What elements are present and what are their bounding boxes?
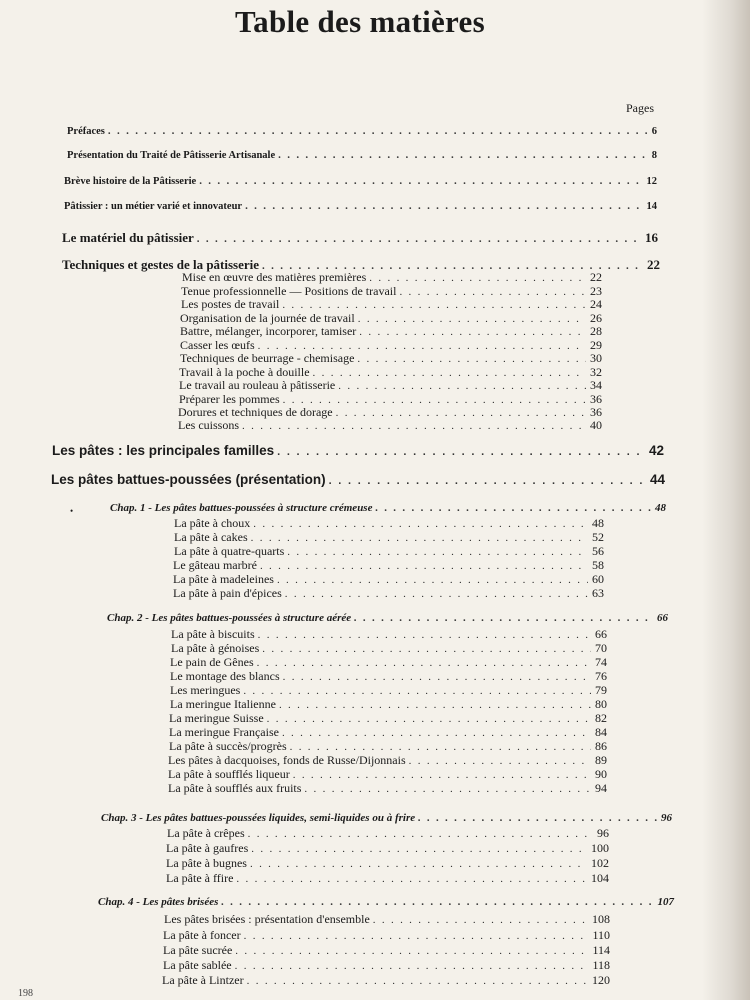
toc-entry-label: La pâte à bugnes <box>166 856 247 870</box>
toc-entry-label: Techniques de beurrage - chemisage <box>180 351 355 365</box>
leader-dots <box>244 931 589 942</box>
toc-entry-techniques[interactable] <box>62 257 660 271</box>
leader-dots <box>278 150 648 161</box>
toc-entry-label: Le matériel du pâtissier <box>62 230 194 245</box>
toc-entry-page: 84 <box>595 725 607 739</box>
toc-chapter-1[interactable] <box>110 502 666 516</box>
leader-dots <box>262 644 591 655</box>
toc-entry-page: 22 <box>647 257 660 272</box>
leader-dots <box>338 381 586 392</box>
toc-entry-label: Le gâteau marbré <box>173 558 257 572</box>
toc-subentry[interactable] <box>166 856 609 870</box>
leader-dots <box>354 613 653 624</box>
toc-subentry[interactable] <box>162 973 610 987</box>
toc-subentry[interactable] <box>179 392 602 406</box>
leader-dots <box>257 658 591 669</box>
toc-subentry[interactable] <box>173 558 604 572</box>
toc-subentry[interactable] <box>174 530 604 544</box>
leader-dots <box>277 575 588 586</box>
leader-dots <box>199 176 642 187</box>
toc-entry-label: La pâte à gaufres <box>166 841 249 855</box>
toc-subentry[interactable] <box>171 627 607 641</box>
toc-entry-label: La pâte à choux <box>174 516 251 530</box>
leader-dots <box>304 784 591 795</box>
toc-entry-page: 90 <box>595 767 607 781</box>
toc-entry-page: 36 <box>590 405 602 419</box>
toc-entry-histoire[interactable] <box>64 176 657 190</box>
toc-entry-label: Pâtissier : un métier varié et innovateur <box>64 201 243 212</box>
leader-dots <box>357 354 586 365</box>
leader-dots <box>287 547 588 558</box>
toc-subentry[interactable] <box>178 405 602 419</box>
toc-entry-page: 70 <box>595 641 607 655</box>
toc-subentry[interactable] <box>170 683 607 697</box>
toc-entry-prefaces[interactable] <box>67 126 657 140</box>
leader-dots <box>267 714 591 725</box>
pages-column-header: Pages <box>626 101 654 115</box>
toc-entry-page: 30 <box>590 351 602 365</box>
toc-entry-label: La meringue Suisse <box>169 711 264 725</box>
leader-dots <box>197 234 641 245</box>
toc-subentry[interactable] <box>179 365 602 379</box>
toc-subentry[interactable] <box>167 826 609 840</box>
toc-subentry[interactable] <box>169 711 607 725</box>
leader-dots <box>260 561 588 572</box>
toc-subentry[interactable] <box>178 418 602 432</box>
leader-dots <box>235 961 589 972</box>
toc-entry-label: La pâte à ffire <box>166 871 234 885</box>
toc-entry-label: La pâte à foncer <box>163 928 241 942</box>
toc-entry-label: La pâte à quatre-quarts <box>174 544 285 558</box>
toc-entry-label: Présentation du Traité de Pâtisserie Artisanale <box>67 150 276 161</box>
toc-entry-page: 56 <box>592 544 604 558</box>
toc-subentry[interactable] <box>166 871 609 885</box>
leader-dots <box>277 447 645 458</box>
toc-entry-page: 96 <box>597 826 609 840</box>
toc-entry-page: 6 <box>651 126 657 137</box>
toc-subentry[interactable] <box>168 753 607 767</box>
toc-subentry[interactable] <box>174 516 604 530</box>
leader-dots <box>250 859 587 870</box>
toc-entry-page: 76 <box>595 669 607 683</box>
toc-entry-label: Brève histoire de la Pâtisserie <box>64 176 197 187</box>
toc-subentry[interactable] <box>180 338 602 352</box>
leader-dots <box>359 327 586 338</box>
toc-entry-label: La pâte à Lintzer <box>162 973 244 987</box>
toc-entry-page: 104 <box>591 871 609 885</box>
toc-chapter-page: 66 <box>657 612 668 624</box>
leader-dots <box>290 742 591 753</box>
toc-entry-label: Battre, mélanger, incorporer, tamiser <box>180 324 357 338</box>
toc-entry-label: La pâte à cakes <box>174 530 248 544</box>
toc-entry-page: 28 <box>590 324 602 338</box>
leader-dots <box>235 946 588 957</box>
toc-entry-label: La meringue Italienne <box>170 697 276 711</box>
toc-entry-label: Mise en œuvre des matières premières <box>182 270 367 284</box>
toc-entry-page: 44 <box>649 472 665 487</box>
toc-chapter-3[interactable] <box>101 812 672 826</box>
toc-subentry[interactable] <box>169 739 607 753</box>
toc-entry-label: Les pâtes brisées : présentation d'ensemble <box>164 912 370 926</box>
toc-entry-page: 29 <box>590 338 602 352</box>
leader-dots <box>369 273 586 284</box>
leader-dots <box>418 813 657 824</box>
toc-entry-label: La pâte à soufflés aux fruits <box>168 781 302 795</box>
toc-entry-materiel[interactable] <box>62 230 658 244</box>
toc-entry-page: 102 <box>591 856 609 870</box>
toc-entry-page: 42 <box>648 443 664 458</box>
toc-entry-page: 60 <box>592 572 604 586</box>
leader-dots <box>243 686 591 697</box>
toc-entry-label: La pâte à crêpes <box>167 826 245 840</box>
leader-dots <box>409 756 591 767</box>
toc-entry-page: 8 <box>651 150 657 161</box>
toc-entry-label: Casser les œufs <box>180 338 255 352</box>
leader-dots <box>258 630 591 641</box>
toc-subentry[interactable] <box>174 544 604 558</box>
leader-dots <box>245 201 642 212</box>
toc-entry-label: Préfaces <box>67 126 105 137</box>
toc-entry-page: 100 <box>591 841 609 855</box>
toc-entry-page: 120 <box>592 973 610 987</box>
toc-entry-page: 79 <box>595 683 607 697</box>
toc-subentry[interactable] <box>166 841 609 855</box>
toc-entry-page: 22 <box>590 270 602 284</box>
leader-dots <box>282 300 586 311</box>
toc-entry-label: La pâte sucrée <box>163 943 233 957</box>
toc-entry-label: La pâte à génoises <box>171 641 260 655</box>
toc-entry-page: 94 <box>595 781 607 795</box>
leader-dots <box>242 421 586 432</box>
toc-subentry[interactable] <box>163 943 610 957</box>
toc-entry-label: La pâte à soufflés liqueur <box>168 767 290 781</box>
toc-entry-label: Organisation de la journée de travail <box>180 311 355 325</box>
toc-entry-label: La pâte à pain d'épices <box>173 586 282 600</box>
toc-subentry[interactable] <box>173 586 604 600</box>
toc-entry-label: Les pâtes battues-poussées (présentation) <box>51 472 326 487</box>
leader-dots <box>282 728 591 739</box>
toc-chapter-page: 96 <box>661 812 672 824</box>
toc-chapter-label: Chap. 4 - Les pâtes brisées <box>98 896 219 908</box>
toc-entry-label: Les meringues <box>170 683 241 697</box>
toc-chapter-page: 48 <box>655 502 666 514</box>
toc-subentry[interactable] <box>170 669 607 683</box>
toc-entry-label: Les cuissons <box>178 418 239 432</box>
leader-dots <box>285 589 588 600</box>
toc-entry-label: Les postes de travail <box>181 297 280 311</box>
toc-subentry[interactable] <box>180 351 602 365</box>
leader-dots <box>253 519 588 530</box>
toc-entry-label: Préparer les pommes <box>179 392 280 406</box>
toc-subentry[interactable] <box>170 655 607 669</box>
toc-entry-page: 40 <box>590 418 602 432</box>
leader-dots <box>236 874 587 885</box>
leader-dots <box>108 126 648 137</box>
toc-entry-page: 114 <box>592 943 610 957</box>
toc-entry-label: La pâte à succès/progrès <box>169 739 287 753</box>
toc-entry-metier[interactable] <box>64 201 657 215</box>
toc-subentry[interactable] <box>181 297 602 311</box>
page-number: 198 <box>18 988 33 999</box>
toc-subentry[interactable] <box>170 697 607 711</box>
leader-dots <box>251 844 587 855</box>
toc-subentry[interactable] <box>179 378 602 392</box>
toc-entry-page: 86 <box>595 739 607 753</box>
leader-dots <box>329 476 646 487</box>
leader-dots <box>221 897 653 908</box>
leader-dots <box>248 829 593 840</box>
toc-entry-page: 32 <box>590 365 602 379</box>
toc-entry-label: Le travail au rouleau à pâtisserie <box>179 378 336 392</box>
toc-entry-pates-battues[interactable] <box>51 472 665 486</box>
toc-entry-label: Le montage des blancs <box>170 669 280 683</box>
leader-dots <box>251 533 588 544</box>
leader-dots <box>283 672 591 683</box>
toc-entry-label: Les pâtes à dacquoises, fonds de Russe/Dijonnais <box>168 753 406 767</box>
toc-entry-label: Les pâtes : les principales familles <box>52 443 275 458</box>
toc-subentry[interactable] <box>169 725 607 739</box>
toc-entry-label: La pâte à madeleines <box>173 572 274 586</box>
toc-entry-page: 23 <box>590 284 602 298</box>
toc-entry-page: 89 <box>595 753 607 767</box>
toc-entry-page: 118 <box>592 958 610 972</box>
page-title: Table des matières <box>235 4 485 39</box>
toc-entry-page: 63 <box>592 586 604 600</box>
toc-entry-page: 66 <box>595 627 607 641</box>
leader-dots <box>375 503 651 514</box>
toc-chapter-label: Chap. 1 - Les pâtes battues-poussées à structure crémeuse <box>110 502 373 514</box>
page-edge-shadow <box>702 0 750 1000</box>
toc-entry-label: Le pain de Gênes <box>170 655 254 669</box>
toc-entry-page: 52 <box>592 530 604 544</box>
toc-entry-label: Travail à la poche à douille <box>179 365 310 379</box>
toc-subentry[interactable] <box>173 572 604 586</box>
toc-entry-page: 110 <box>592 928 610 942</box>
toc-entry-page: 36 <box>590 392 602 406</box>
toc-subentry[interactable] <box>180 311 602 325</box>
toc-entry-label: Dorures et techniques de dorage <box>178 405 333 419</box>
toc-entry-label: Tenue professionnelle — Positions de travail <box>181 284 397 298</box>
toc-entry-pates-familles[interactable] <box>52 443 664 457</box>
toc-entry-page: 34 <box>590 378 602 392</box>
toc-chapter-label: Chap. 2 - Les pâtes battues-poussées à structure aérée <box>107 612 352 624</box>
toc-entry-label: Techniques et gestes de la pâtisserie <box>62 257 260 272</box>
toc-subentry[interactable] <box>180 324 602 338</box>
toc-subentry[interactable] <box>163 958 610 972</box>
toc-chapter-label: Chap. 3 - Les pâtes battues-poussées liquides, semi-liquides ou à frire <box>101 812 416 824</box>
toc-entry-page: 26 <box>590 311 602 325</box>
toc-entry-page: 12 <box>646 176 657 187</box>
toc-entry-page: 24 <box>590 297 602 311</box>
toc-entry-page: 80 <box>595 697 607 711</box>
toc-entry-label: La pâte à biscuits <box>171 627 255 641</box>
toc-subentry[interactable] <box>164 912 610 926</box>
toc-entry-label: La meringue Française <box>169 725 279 739</box>
toc-entry-page: 48 <box>592 516 604 530</box>
leader-dots <box>293 770 591 781</box>
toc-entry-page: 82 <box>595 711 607 725</box>
toc-subentry[interactable] <box>168 767 607 781</box>
toc-entry-label: La pâte sablée <box>163 958 232 972</box>
leader-dots <box>279 700 591 711</box>
toc-subentry[interactable] <box>182 270 602 284</box>
leader-dots <box>247 976 588 987</box>
toc-entry-page: 14 <box>646 201 657 212</box>
toc-entry-page: 58 <box>592 558 604 572</box>
toc-chapter-4[interactable] <box>98 896 674 910</box>
leader-dots <box>373 915 588 926</box>
toc-chapter-2[interactable] <box>107 612 668 626</box>
toc-subentry[interactable] <box>171 641 607 655</box>
bullet-mark: • <box>70 506 74 516</box>
toc-subentry[interactable] <box>181 284 602 298</box>
toc-subentry[interactable] <box>168 781 607 795</box>
toc-entry-presentation[interactable] <box>67 150 657 164</box>
toc-chapter-page: 107 <box>657 896 674 908</box>
toc-entry-page: 16 <box>645 230 658 245</box>
toc-subentry[interactable] <box>163 928 610 942</box>
toc-entry-page: 108 <box>592 912 610 926</box>
toc-entry-page: 74 <box>595 655 607 669</box>
